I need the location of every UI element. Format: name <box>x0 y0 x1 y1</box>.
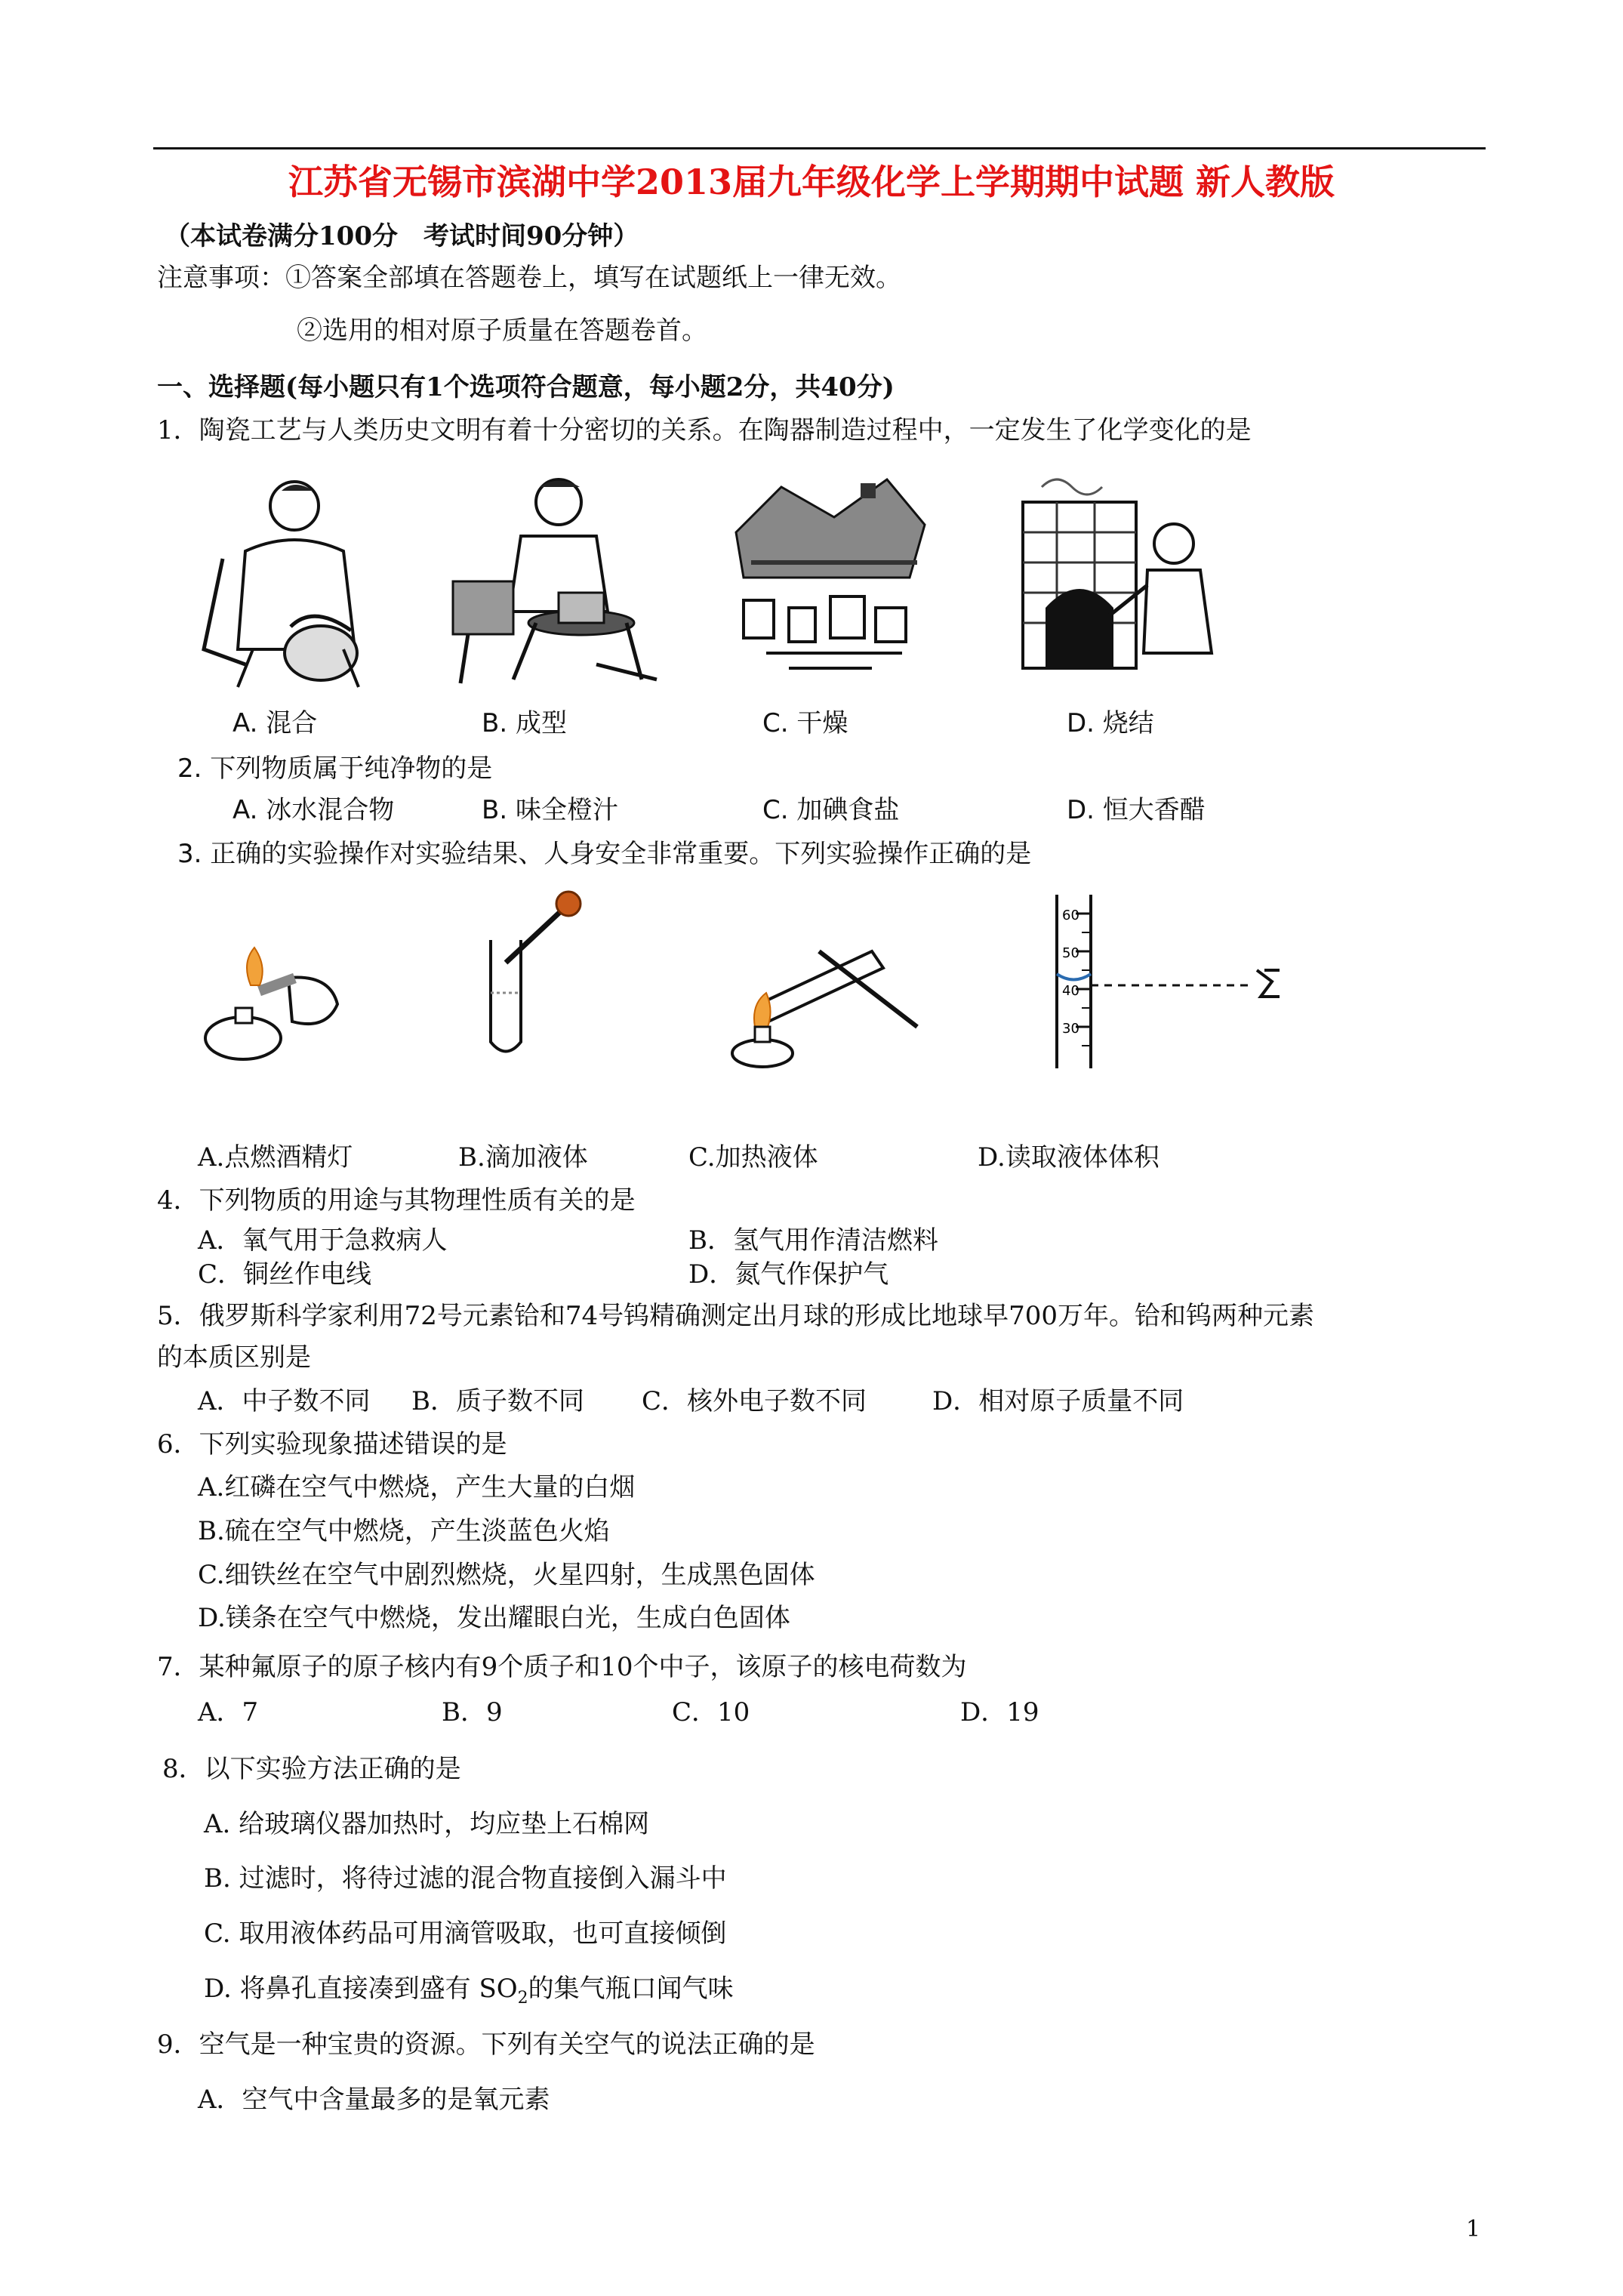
cylinder-tick-60: 60 <box>1062 908 1079 923</box>
question-7-option-c: C．10 <box>672 1697 750 1727</box>
question-8-option-a: A. 给玻璃仪器加热时，均应垫上石棉网 <box>204 1809 650 1839</box>
question-6-option-c: C.细铁丝在空气中剧烈燃烧，火星四射，生成黑色固体 <box>198 1560 815 1590</box>
question-6-option-b: B.硫在空气中燃烧，产生淡蓝色火焰 <box>198 1516 610 1546</box>
question-6-option-d: D.镁条在空气中燃烧，发出耀眼白光，生成白色固体 <box>198 1603 790 1633</box>
question-5-option-d: D．相对原子质量不同 <box>932 1386 1184 1416</box>
cylinder-tick-30: 30 <box>1062 1021 1079 1037</box>
image-firing <box>1012 472 1238 691</box>
question-3-option-b: B.滴加液体 <box>458 1142 588 1173</box>
question-3-option-c: C.加热液体 <box>688 1142 818 1173</box>
question-2-option-c: C. 加碘食盐 <box>762 795 900 825</box>
option-d-suffix: 的集气瓶口闻气味 <box>528 1974 734 2004</box>
notice-line-1: 注意事项：①答案全部填在答题卷上，填写在试题纸上一律无效。 <box>157 263 901 293</box>
section-heading: 一、选择题(每小题只有1个选项符合题意，每小题2分，共40分) <box>157 372 895 402</box>
question-8-option-d <box>204 1968 734 2008</box>
question-3-stem: 3. 正确的实验操作对实验结果、人身安全非常重要。下列实验操作正确的是 <box>177 839 1032 869</box>
image-dropping-liquid <box>472 880 593 1061</box>
image-reading-volume <box>1046 891 1287 1072</box>
image-lighting-alcohol-lamp <box>198 932 356 1068</box>
question-1-stem: 1．陶瓷工艺与人类历史文明有着十分密切的关系。在陶器制造过程中，一定发生了化学变化的是 <box>157 415 1252 445</box>
question-1-option-a: A. 混合 <box>233 708 318 738</box>
question-2-option-a: A. 冰水混合物 <box>233 795 395 825</box>
image-shaping <box>445 468 672 695</box>
question-3-option-d: D.读取液体体积 <box>978 1142 1160 1173</box>
question-7-option-b: B．9 <box>442 1697 503 1727</box>
question-5-option-c: C．核外电子数不同 <box>642 1386 867 1416</box>
header-rule <box>153 147 1486 149</box>
question-2-stem: 2. 下列物质属于纯净物的是 <box>177 754 493 784</box>
question-5-stem-line-1: 5．俄罗斯科学家利用72号元素铪和74号钨精确测定出月球的形成比地球早700万年。铪和钨两种元素 <box>157 1301 1315 1331</box>
question-9-stem: 9．空气是一种宝贵的资源。下列有关空气的说法正确的是 <box>157 2029 815 2060</box>
question-4-option-c: C．铜丝作电线 <box>198 1259 372 1290</box>
cylinder-tick-50: 50 <box>1062 945 1079 961</box>
question-8-option-c: C. 取用液体药品可用滴管吸取，也可直接倾倒 <box>204 1918 727 1949</box>
so2-subscript: 2 <box>517 1988 528 2008</box>
question-4-option-a: A．氧气用于急救病人 <box>198 1225 448 1256</box>
question-5-stem-line-2: 的本质区别是 <box>157 1342 311 1373</box>
question-4-option-d: D．氮气作保护气 <box>688 1259 889 1290</box>
question-5-option-b: B．质子数不同 <box>411 1386 584 1416</box>
question-8-option-b: B. 过滤时，将待过滤的混合物直接倒入漏斗中 <box>204 1863 727 1894</box>
notice-line-2: ②选用的相对原子质量在答题卷首。 <box>297 316 707 346</box>
image-mixing <box>192 468 389 695</box>
question-2-option-b: B. 味全橙汁 <box>482 795 618 825</box>
question-4-stem: 4．下列物质的用途与其物理性质有关的是 <box>157 1185 636 1216</box>
cylinder-tick-40: 40 <box>1062 983 1079 999</box>
page-title: 江苏省无锡市滨湖中学2013届九年级化学上学期期中试题 新人教版 <box>288 162 1335 202</box>
question-6-option-a: A.红磷在空气中燃烧，产生大量的白烟 <box>198 1472 636 1502</box>
image-heating-liquid <box>713 921 932 1072</box>
question-5-option-a: A．中子数不同 <box>198 1386 371 1416</box>
question-1-option-d: D. 烧结 <box>1067 708 1154 738</box>
question-2-option-d: D. 恒大香醋 <box>1067 795 1206 825</box>
question-1-option-c: C. 干燥 <box>762 708 848 738</box>
question-7-option-d: D．19 <box>960 1697 1039 1727</box>
question-9-option-a: A．空气中含量最多的是氧元素 <box>198 2085 550 2115</box>
question-1-option-b: B. 成型 <box>482 708 567 738</box>
question-7-stem: 7．某种氟原子的原子核内有9个质子和10个中子，该原子的核电荷数为 <box>157 1652 967 1682</box>
option-d-prefix: D. 将鼻孔直接凑到盛有 SO <box>204 1974 518 2004</box>
page-number: 1 <box>1466 2216 1481 2242</box>
question-6-stem: 6．下列实验现象描述错误的是 <box>157 1429 507 1459</box>
question-8-stem: 8．以下实验方法正确的是 <box>162 1754 461 1784</box>
question-3-option-a: A.点燃酒精灯 <box>198 1142 353 1173</box>
question-7-option-a: A．7 <box>198 1697 259 1727</box>
exam-meta: （本试卷满分100分 考试时间90分钟） <box>165 221 639 251</box>
question-4-option-b: B．氢气用作清洁燃料 <box>688 1225 938 1256</box>
image-drying <box>721 472 940 691</box>
